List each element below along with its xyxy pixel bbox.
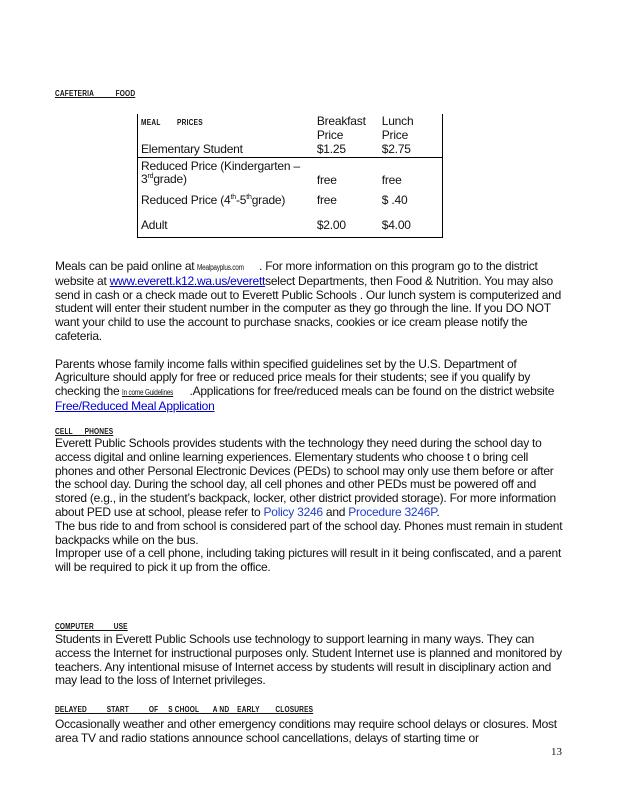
table-header-cell <box>138 114 314 157</box>
reduced-45-sup1: th <box>230 194 236 202</box>
reduced-45-mid: -5 <box>235 193 247 208</box>
meal-prices-label: MEAL PRICES <box>141 118 203 127</box>
income-guidelines-link[interactable]: In come Guidelines <box>122 388 174 398</box>
breakfast-header: Breakfast <box>316 114 366 128</box>
reduced-45-label: Reduced Price (4 <box>141 193 231 208</box>
page-number: 13 <box>551 746 562 758</box>
district-website-link[interactable]: www.everett.k12.wa.us/everett <box>109 273 266 288</box>
lunch-header-cell <box>379 114 443 157</box>
elementary-breakfast-price: $1.25 <box>316 141 346 156</box>
delayed-start-text: Occasionally weather and other emergency conditions may require school delays or closures. Most area TV and radio stations announce school cancellations, delays of starting time or <box>55 717 557 745</box>
reduced-k3-label-line2 <box>141 173 311 187</box>
reduced-k3-grade-num: 3 <box>141 172 148 187</box>
elementary-student-label: Elementary Student <box>141 141 243 156</box>
reduced-k3-lunch: free <box>381 172 402 187</box>
computer-use-paragraph <box>55 633 567 688</box>
cell-phones-heading: CELL PHONES <box>55 427 114 436</box>
policy-3246-link[interactable]: Policy 3246 <box>263 504 323 519</box>
meal-payment-text-3: select Departments, then Food & Nutrition. You may also send in cash or a check made out to Everett Public Schools . Our lunch system is computerized and student will enter their student number in the computer as they go through the line. If you DO NOT want your child to use the account to purchase snacks, cookies or ice cream please notify the cafeteria. <box>55 273 562 343</box>
mealpayplus-link[interactable]: Mealpayplus.com <box>197 263 245 272</box>
reduced-45-lunch: $ .40 <box>381 193 408 208</box>
adult-lunch: $4.00 <box>381 218 411 233</box>
table-header-row <box>138 114 443 157</box>
procedure-3246p-link[interactable]: Procedure 3246P <box>348 504 437 519</box>
meal-payment-text: Meals can be paid online at <box>55 259 198 273</box>
cafeteria-food-heading: CAFETERIA FOOD <box>55 89 136 98</box>
free-reduced-text-2: .Applications for free/reduced meals can be found on the district website <box>186 384 555 399</box>
meal-prices-table <box>137 114 443 238</box>
cell-phones-and: and <box>322 504 349 519</box>
free-reduced-text: Parents whose family income falls within specified guidelines set by the U.S. Department of Agriculture should apply for free or reduced price meals for their students; see if you qualify by checking the <box>55 356 531 399</box>
adult-label: Adult <box>141 218 168 233</box>
lunch-header: Lunch <box>381 114 414 128</box>
bus-phone-text: The bus ride to and from school is considered part of the school day. Phones must remain in student backpacks while on the bus. <box>55 518 563 547</box>
adult-breakfast: $2.00 <box>316 218 346 233</box>
computer-use-heading: COMPUTER USE <box>55 622 128 631</box>
reduced-k3-grade-text: grade) <box>153 172 187 187</box>
reduced-k3-cell <box>138 157 314 187</box>
delayed-start-paragraph <box>55 718 567 746</box>
reduced-k3-label: Reduced Price (Kindergarten – <box>141 158 300 173</box>
table-row <box>138 157 443 187</box>
table-row <box>138 187 443 208</box>
delayed-start-heading: DELAYED START OF S CHOOL A ND EARLY CLOSURES <box>55 705 314 714</box>
meal-payment-text-2: . For more information on this program go to the district website at <box>55 259 538 288</box>
cell-phones-paragraph <box>55 437 567 575</box>
meal-payment-paragraph <box>55 260 567 414</box>
cell-phones-period: . <box>436 504 440 519</box>
reduced-k3-grade-sup: rd <box>147 173 154 181</box>
lunch-header-price: Price <box>381 127 409 142</box>
reduced-45-grade: grade) <box>251 193 286 208</box>
breakfast-header-price: Price <box>316 127 344 142</box>
breakfast-header-cell <box>314 114 379 157</box>
reduced-45-cell <box>138 187 314 208</box>
elementary-lunch-price: $2.75 <box>381 141 411 156</box>
cell-phones-text: Everett Public Schools provides students with the technology they need during the school day to access digital and online learning experiences. Elementary students who choose t o bring cell phones and other Personal Electronic Devices (PEDs) to school may only use them before or after the school day. During the school day, all cell phones and other PEDs must be powered off and stored (e.g., in the student’s backpack, locker, other district provided storage). For more information about PED use at school, please refer to <box>55 436 556 519</box>
reduced-k3-breakfast: free <box>316 172 337 187</box>
table-row <box>138 208 443 237</box>
improper-use-text: Improper use of a cell phone, including taking pictures will result in it being confiscated, and a parent will be required to pick it up from the office. <box>55 546 562 575</box>
reduced-45-breakfast: free <box>316 193 337 208</box>
free-reduced-application-link[interactable]: Free/Reduced Meal Application <box>55 398 215 413</box>
reduced-45-sup2: th <box>246 194 252 202</box>
computer-use-text: Students in Everett Public Schools use technology to support learning in many ways. They can access the Internet for instructional purposes only. Student Internet use is planned and monitored by teachers. Any intentional misuse of Internet access by students will result in disciplinary action and may lead to the loss of Internet privileges. <box>55 632 562 688</box>
